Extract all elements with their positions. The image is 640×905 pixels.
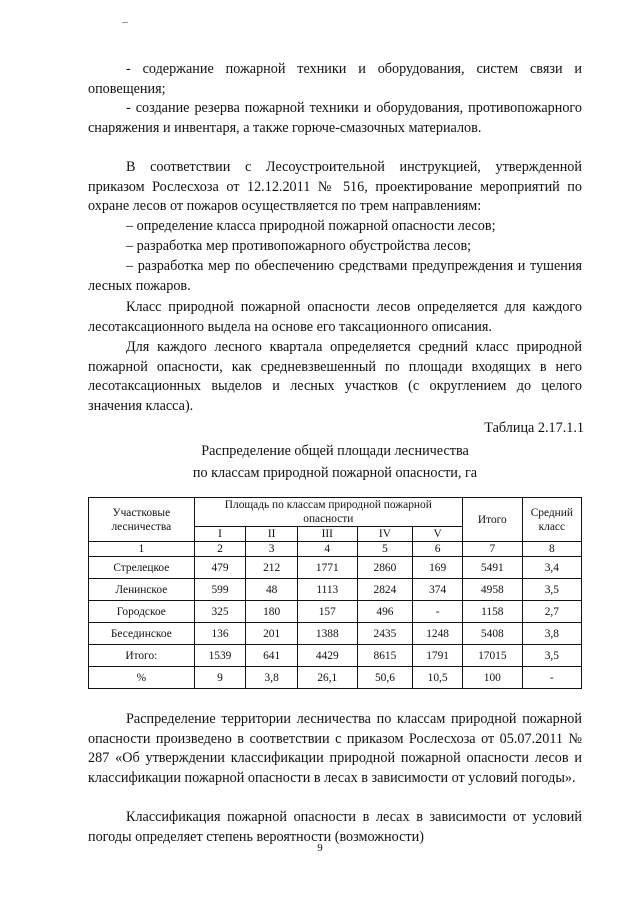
table-cell: 48	[246, 579, 298, 601]
paragraph-8: Для каждого лесного квартала определяется средний класс природной пожарной опасности, как средневзвешенный по площади входящих в него лесотаксационных выделов и лесных участков (с округлением до целого значения класса).	[88, 339, 582, 414]
table-caption: Таблица 2.17.1.1	[484, 420, 584, 436]
table-title-line-1: Распределение общей площади лесничества	[201, 443, 469, 459]
table-cell: 201	[246, 623, 298, 645]
table-cell: 599	[194, 579, 246, 601]
table-row	[89, 557, 582, 579]
col-number: 1	[89, 542, 195, 557]
table-cell: 169	[413, 557, 463, 579]
table-cell: Городское	[89, 601, 195, 623]
table-cell: 5491	[462, 557, 522, 579]
table-cell: 3,5	[522, 645, 581, 667]
col-number: 6	[413, 542, 463, 557]
table-cell: 8615	[357, 645, 413, 667]
table-cell: 3,8	[246, 667, 298, 689]
table-row	[89, 601, 582, 623]
table-cell: 479	[194, 557, 246, 579]
table-cell: 1791	[413, 645, 463, 667]
table-cell: 212	[246, 557, 298, 579]
col-number: 3	[246, 542, 298, 557]
table-cell: 1771	[297, 557, 357, 579]
header-class-1: I	[194, 527, 246, 542]
table-cell: 157	[297, 601, 357, 623]
table-cell: 1388	[297, 623, 357, 645]
table-cell: 3,8	[522, 623, 581, 645]
paragraph-7: Класс природной пожарной опасности лесов определяется для каждого лесотаксационного выдела на основе его таксационного описания.	[88, 299, 582, 335]
table-cell: 325	[194, 601, 246, 623]
table-cell: -	[522, 667, 581, 689]
header-class-5: V	[413, 527, 463, 542]
table-cell: Ленинское	[89, 579, 195, 601]
table-cell: 3,5	[522, 579, 581, 601]
paragraph-6: – разработка мер по обеспечению средствами предупреждения и тушения лесных пожаров.	[88, 258, 582, 294]
table-title-line-2: по классам природной пожарной опасности, га	[192, 465, 478, 481]
forest-fire-class-table	[88, 497, 582, 689]
paragraph-2: - создание резерва пожарной техники и оборудования, противопожарного снаряжения и инвентаря, а также горюче-смазочных материалов.	[88, 100, 582, 136]
table-cell: 2824	[357, 579, 413, 601]
table-cell: 3,4	[522, 557, 581, 579]
scan-mark	[122, 22, 128, 23]
table-cell: 1248	[413, 623, 463, 645]
table-percent-row	[89, 667, 582, 689]
table-cell: 496	[357, 601, 413, 623]
table-cell: 4958	[462, 579, 522, 601]
header-forestries: Участковые лесничества	[89, 498, 195, 542]
paragraph-3: В соответствии с Лесоустроительной инструкцией, утвержденной приказом Рослесхоза от 12.12.2011 № 516, проектирование мероприятий по охране лесов от пожаров осуществляется по трем направлениям:	[88, 159, 582, 215]
table-row	[89, 579, 582, 601]
paragraph-5: – разработка мер противопожарного обустройства лесов;	[126, 238, 472, 254]
table-cell: %	[89, 667, 195, 689]
col-number: 5	[357, 542, 413, 557]
table-cell: 180	[246, 601, 298, 623]
table-cell: 1539	[194, 645, 246, 667]
paragraph-1: - содержание пожарной техники и оборудования, систем связи и оповещения;	[88, 61, 582, 97]
header-average-class: Средний класс	[522, 498, 581, 542]
table-cell: 2,7	[522, 601, 581, 623]
page-number: 9	[317, 842, 323, 854]
header-class-4: IV	[357, 527, 413, 542]
table-cell: 136	[194, 623, 246, 645]
paragraph-after-1: Распределение территории лесничества по классам природной пожарной опасности произведено в соответствии с приказом Рослесхоза от 05.07.2011 № 287 «Об утверждении классификации природной пожарной опасности лесов и классификации пожарной опасности в лесах в зависимости от условий погоды».	[88, 711, 582, 786]
table-cell: 26,1	[297, 667, 357, 689]
table-cell: 100	[462, 667, 522, 689]
table-cell: Бесединское	[89, 623, 195, 645]
header-class-3: III	[297, 527, 357, 542]
paragraph-after-2: Классификация пожарной опасности в лесах в зависимости от условий погоды определяет степень вероятности (возможности)	[88, 809, 582, 845]
table-cell: 1158	[462, 601, 522, 623]
table-cell: 4429	[297, 645, 357, 667]
table-cell: 9	[194, 667, 246, 689]
header-total: Итого	[462, 498, 522, 542]
col-number: 2	[194, 542, 246, 557]
table-cell: 641	[246, 645, 298, 667]
col-number: 8	[522, 542, 581, 557]
table-cell: 1113	[297, 579, 357, 601]
table-row	[89, 623, 582, 645]
paragraph-4: – определение класса природной пожарной опасности лесов;	[126, 218, 496, 234]
table-cell: Итого:	[89, 645, 195, 667]
col-number: 4	[297, 542, 357, 557]
table-cell: 50,6	[357, 667, 413, 689]
table-cell: -	[413, 601, 463, 623]
table-cell: 5408	[462, 623, 522, 645]
table-total-row	[89, 645, 582, 667]
table-cell: 2860	[357, 557, 413, 579]
table-cell: 10,5	[413, 667, 463, 689]
header-area-by-class: Площадь по классам природной пожарной опасности	[194, 498, 462, 527]
table-cell: 374	[413, 579, 463, 601]
table-cell: 2435	[357, 623, 413, 645]
table-cell: 17015	[462, 645, 522, 667]
table-cell: Стрелецкое	[89, 557, 195, 579]
col-number: 7	[462, 542, 522, 557]
header-class-2: II	[246, 527, 298, 542]
